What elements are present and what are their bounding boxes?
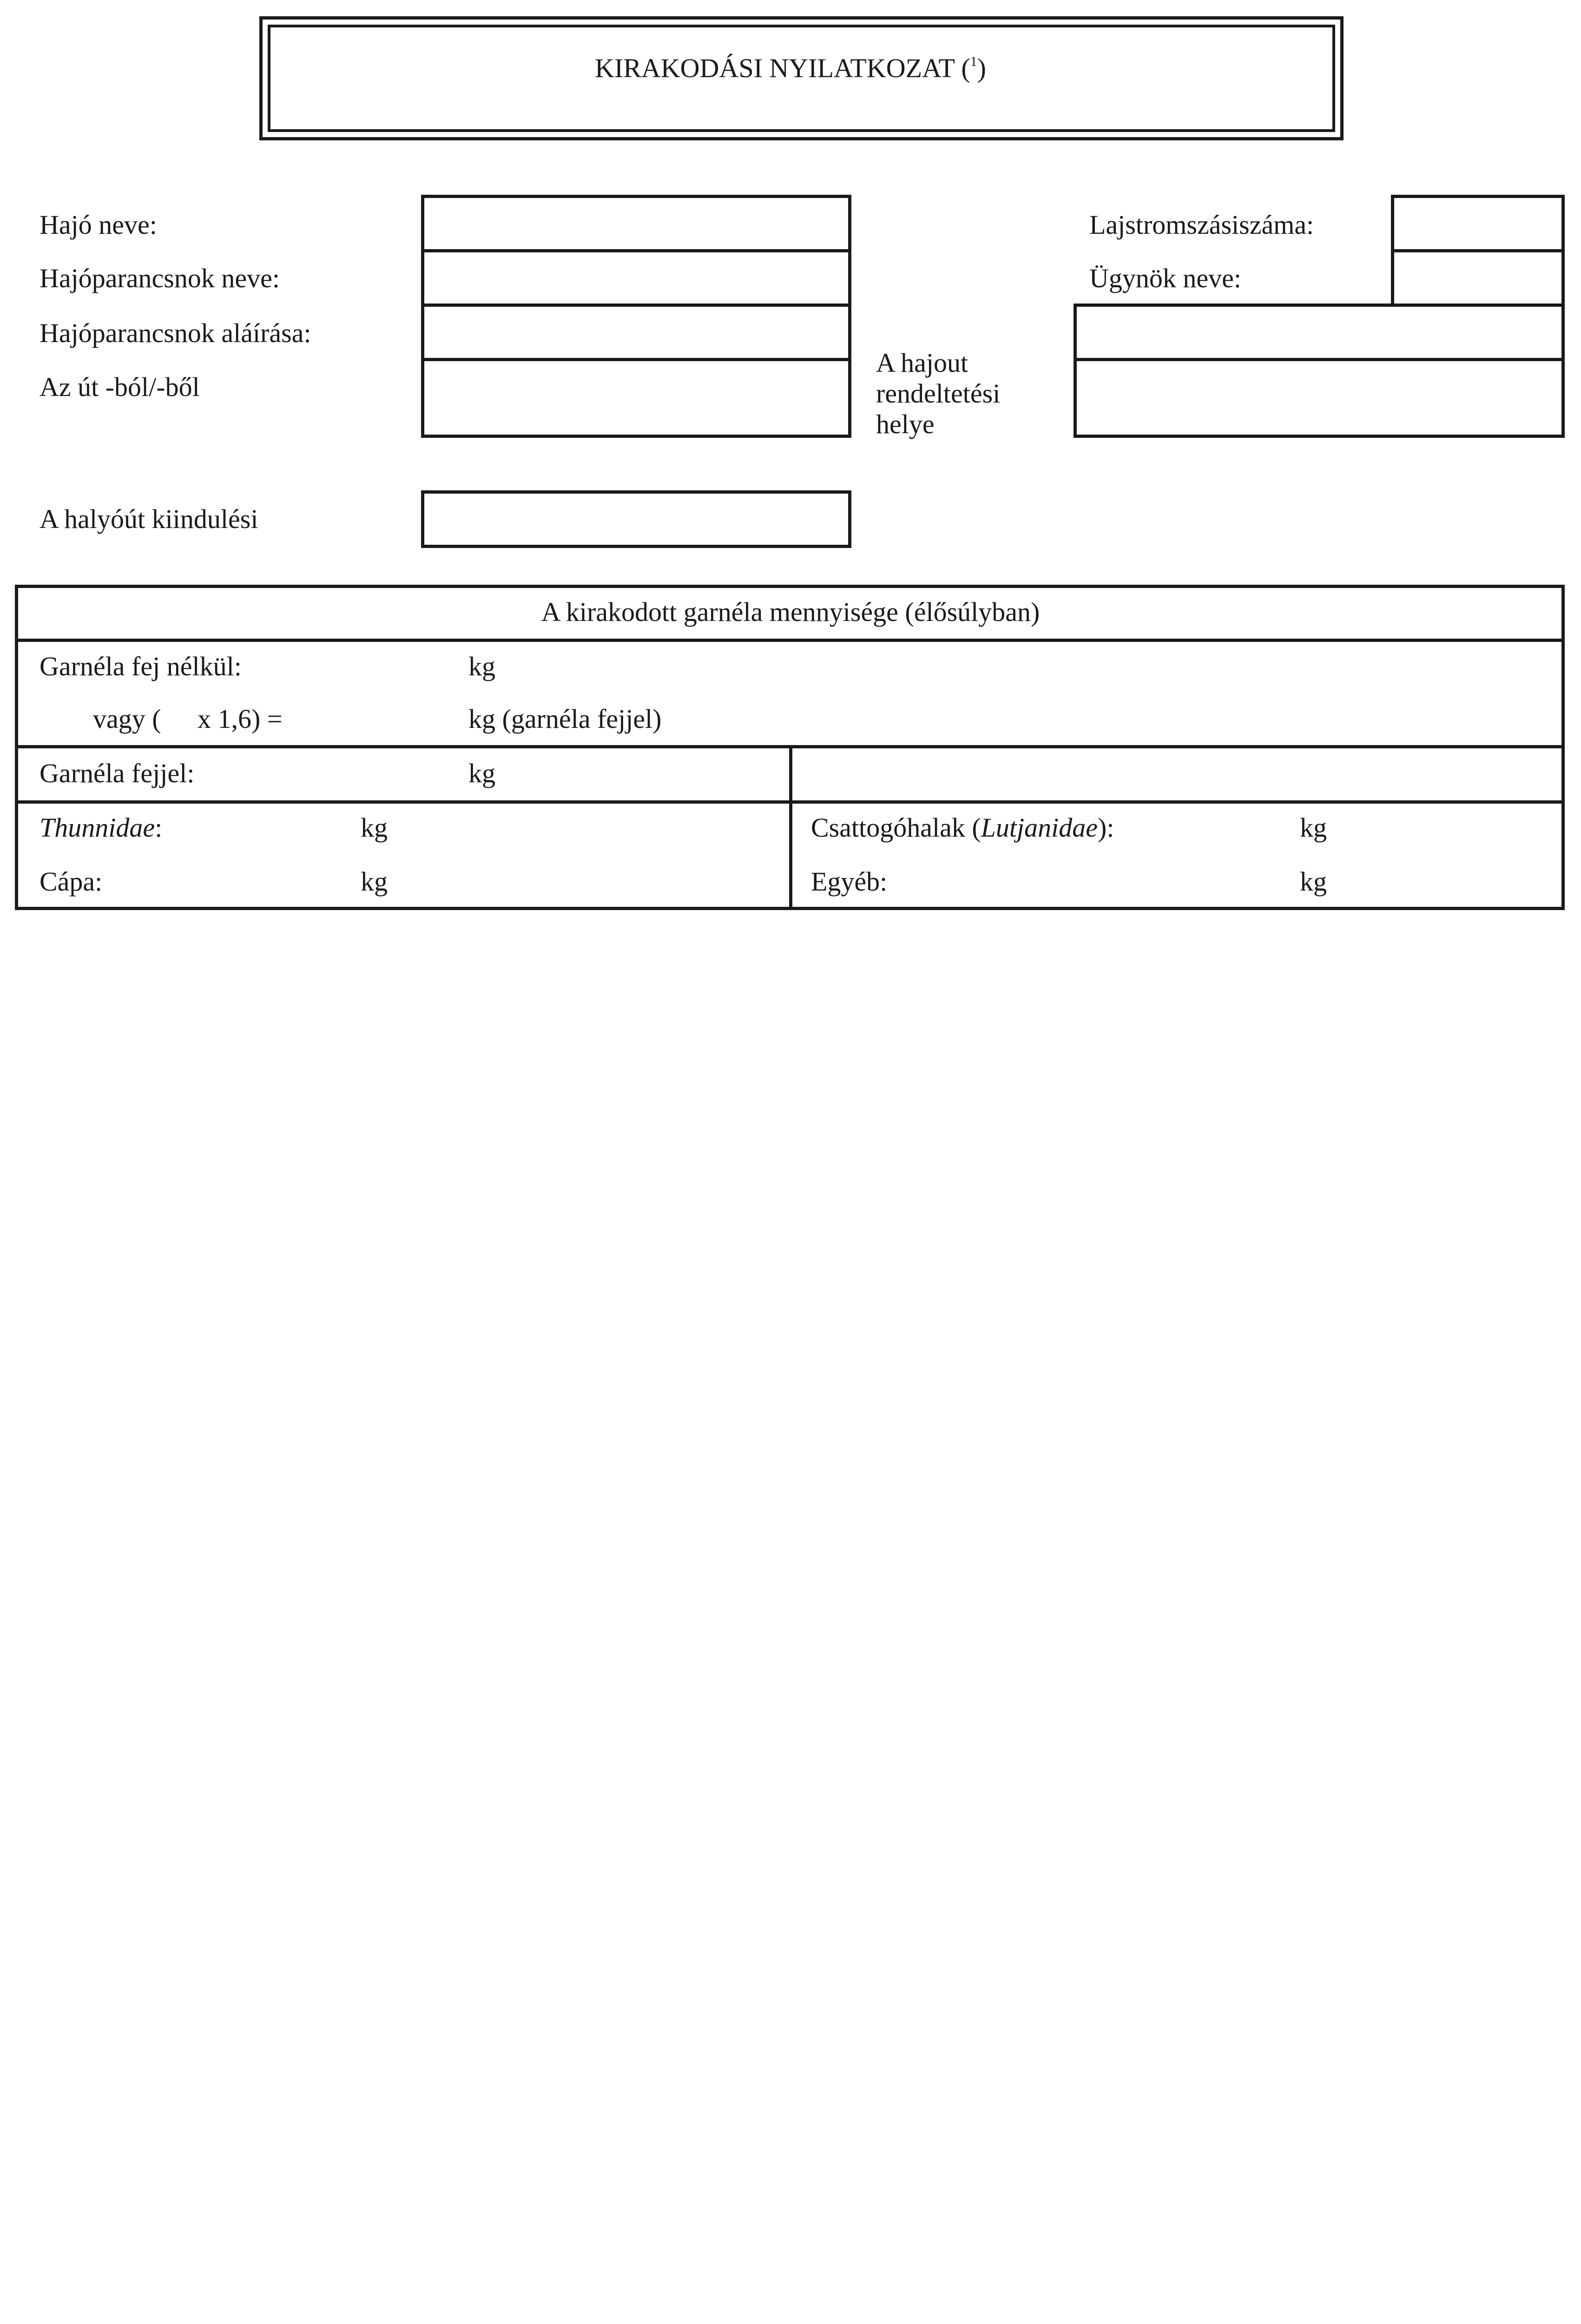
shark-label: Cápa: xyxy=(40,866,103,897)
master-signature-label: Hajóparancsnok aláírása: xyxy=(40,318,311,348)
trip-departure-label: A halyóút kiindulési xyxy=(40,504,258,534)
agent-name-field[interactable] xyxy=(1391,249,1565,307)
other-unit: kg xyxy=(1300,866,1327,897)
snapper-label: Csattogóhalak (Lutjanidae): xyxy=(811,812,1114,843)
destination-field-bottom[interactable] xyxy=(1074,358,1565,438)
shrimp-or-label: vagy ( xyxy=(93,704,161,734)
vessel-name-field[interactable] xyxy=(421,195,851,252)
registration-number-label: Lajstromszásiszáma: xyxy=(1089,210,1314,240)
shrimp-converted-unit: kg (garnéla fejjel) xyxy=(468,704,662,734)
shrimp-headless-unit: kg xyxy=(468,651,495,681)
page-title: KIRAKODÁSI NYILATKOZAT ($^1$) xyxy=(595,53,986,83)
thunnidae-unit: kg xyxy=(361,812,388,843)
destination-label-line3: helye xyxy=(876,409,935,439)
master-signature-field[interactable] xyxy=(421,304,851,361)
destination-field-top[interactable] xyxy=(1074,304,1565,361)
snapper-unit: kg xyxy=(1300,812,1327,843)
vessel-name-label: Hajó neve: xyxy=(40,210,157,240)
agent-name-label: Ügynök neve: xyxy=(1089,263,1241,293)
trip-from-label: Az út -ból/-ből xyxy=(40,372,200,402)
landed-table-heading: A kirakodott garnéla mennyisége (élősúlyban) xyxy=(541,597,1040,627)
destination-label-line1: A hajout xyxy=(876,348,968,378)
trip-departure-field[interactable] xyxy=(421,490,851,548)
thunnidae-label: Thunnidae: xyxy=(40,812,163,843)
destination-label-line2: rendeltetési xyxy=(876,378,1001,409)
shrimp-headon-label: Garnéla fejjel: xyxy=(40,758,195,788)
shrimp-headon-unit: kg xyxy=(468,758,495,788)
table-column-divider xyxy=(789,745,792,910)
master-name-field[interactable] xyxy=(421,249,851,307)
table-divider-heading xyxy=(15,639,1565,642)
registration-number-field[interactable] xyxy=(1391,195,1565,252)
shrimp-conversion-factor: x 1,6) = xyxy=(198,704,283,734)
shrimp-headless-label: Garnéla fej nélkül: xyxy=(40,651,242,681)
other-label: Egyéb: xyxy=(811,866,888,897)
trip-from-field[interactable] xyxy=(421,358,851,438)
shark-unit: kg xyxy=(361,866,388,897)
master-name-label: Hajóparancsnok neve: xyxy=(40,263,280,293)
